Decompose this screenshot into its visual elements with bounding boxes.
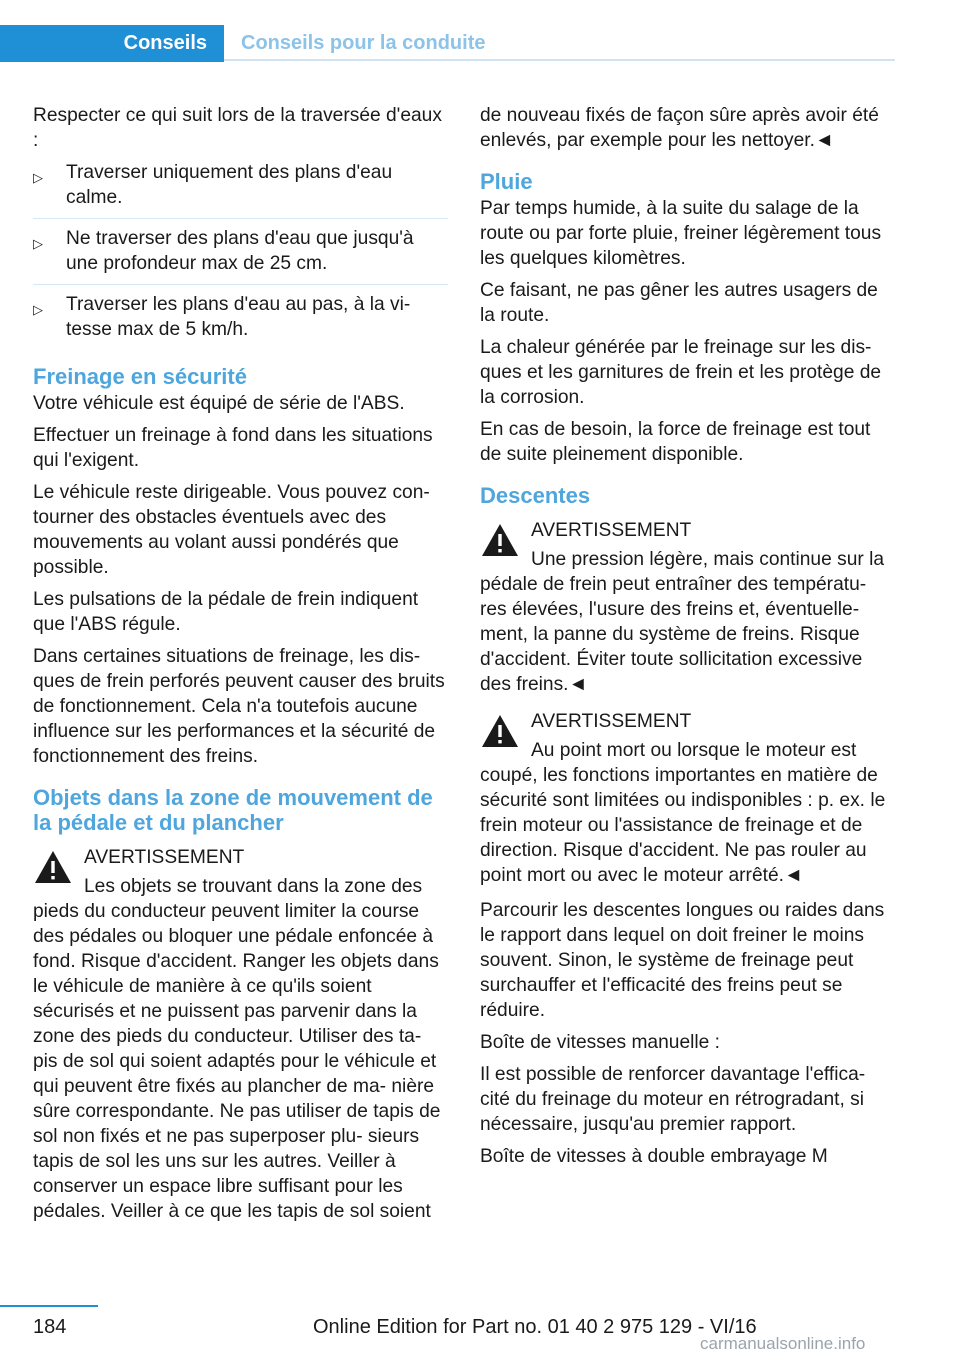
paragraph: Boîte de vitesses manuelle : bbox=[480, 1032, 720, 1053]
header-rule bbox=[224, 59, 895, 61]
section-tab bbox=[0, 25, 224, 62]
warning-text: Au point mort ou lorsque le moteur est coupé, les fonctions importantes en matière de sécurité sont limitées ou indisponibles : p. ex. le frein moteur ou l'assistance de freinage et de direction. Risque d'accident. Ne pas rouler au point mort ou avec le moteur arrêté.◄ bbox=[480, 740, 886, 886]
paragraph: de nouveau fixés de façon sûre après avoir été enlevés, par exemple pour les nettoyer.◄ bbox=[480, 105, 879, 151]
warning-block bbox=[480, 516, 895, 697]
list-item-text: Traverser uniquement des plans d'eau calme. bbox=[66, 162, 393, 208]
left-column bbox=[33, 103, 448, 1234]
heading-descentes: Descentes bbox=[480, 483, 591, 508]
chapter-tab-label: Conseils pour la conduite bbox=[241, 32, 486, 54]
warning-title: AVERTISSEMENT bbox=[531, 711, 692, 732]
page-header bbox=[0, 25, 895, 62]
paragraph: La chaleur générée par le freinage sur les dis‐ ques et les garnitures de frein et les protège de la corrosion. bbox=[480, 337, 882, 408]
paragraph: Le véhicule reste dirigeable. Vous pouvez con‐ tourner des obstacles éventuels avec des mouvements au volant aussi pondérés que possible. bbox=[33, 482, 430, 578]
paragraph: Effectuer un freinage à fond dans les situations qui l'exigent. bbox=[33, 425, 433, 471]
warning-block bbox=[480, 707, 895, 888]
paragraph: Boîte de vitesses à double embrayage M bbox=[480, 1146, 828, 1167]
chapter-tab bbox=[224, 25, 485, 62]
edition-text: Online Edition for Part no. 01 40 2 975 129 - VI/16 bbox=[313, 1316, 757, 1338]
right-column bbox=[480, 103, 895, 1176]
section-tab-label: Conseils bbox=[123, 32, 207, 54]
warning-title: AVERTISSEMENT bbox=[84, 847, 245, 868]
heading-pluie: Pluie bbox=[480, 169, 533, 194]
paragraph: Par temps humide, à la suite du salage de la route ou par forte pluie, freiner légèrement tous les quelques kilomètres. bbox=[480, 198, 882, 269]
warning-triangle-icon bbox=[480, 713, 520, 749]
warning-title: AVERTISSEMENT bbox=[531, 520, 692, 541]
list-item bbox=[33, 226, 448, 285]
water-crossing-intro: Respecter ce qui suit lors de la traversée d'eaux : bbox=[33, 105, 442, 151]
triangle-right-icon: ▷ bbox=[33, 302, 43, 317]
paragraph: Votre véhicule est équipé de série de l'ABS. bbox=[33, 393, 405, 414]
warning-triangle-icon bbox=[480, 522, 520, 558]
water-crossing-list bbox=[33, 160, 448, 350]
paragraph: En cas de besoin, la force de freinage est tout de suite pleinement disponible. bbox=[480, 419, 871, 465]
watermark: carmanualsonline.info bbox=[700, 1334, 866, 1353]
paragraph: Ce faisant, ne pas gêner les autres usagers de la route. bbox=[480, 280, 878, 326]
triangle-right-icon: ▷ bbox=[33, 170, 43, 185]
warning-triangle-icon bbox=[33, 849, 73, 885]
paragraph: Dans certaines situations de freinage, les dis‐ ques de frein perforés peuvent causer des bruits de fonctionnement. Cela n'a toutefois aucune influence sur les performances et la sécurité de fonctionnement des freins. bbox=[33, 646, 445, 767]
footer-rule bbox=[0, 1305, 98, 1307]
list-item bbox=[33, 292, 448, 350]
list-item-text: Traverser les plans d'eau au pas, à la vi‐ tesse max de 5 km/h. bbox=[66, 294, 411, 340]
list-item bbox=[33, 160, 448, 219]
heading-objets: Objets dans la zone de mouvement de la pédale et du plancher bbox=[33, 785, 433, 835]
heading-freinage: Freinage en sécurité bbox=[33, 364, 247, 389]
list-item-text: Ne traverser des plans d'eau que jusqu'à une profondeur max de 25 cm. bbox=[66, 228, 414, 274]
paragraph: Les pulsations de la pédale de frein indiquent que l'ABS régule. bbox=[33, 589, 419, 635]
paragraph: Parcourir les descentes longues ou raides dans le rapport dans lequel on doit freiner le moins souvent. Sinon, le système de freinage peut surchauffer et l'efficacité des freins peut se réduire. bbox=[480, 900, 885, 1021]
triangle-right-icon: ▷ bbox=[33, 236, 43, 251]
warning-block bbox=[33, 843, 448, 1224]
warning-text: Les objets se trouvant dans la zone des pieds du conducteur peuvent limiter la course des pédales ou bloquer une pédale enfoncée à fond. Risque d'accident. Ranger les objets dans le véhicule de manière à ce qu'ils soient sécurisés et ne puissent pas parvenir dans la zone des pieds du conducteur. Utiliser des ta‐ pis de sol qui soient adaptés pour le véhicule et qui peuvent être fixés au plancher de ma‐ nière sûre correspondante. Ne pas utiliser de tapis de sol non fixés et ne pas superposer plu‐ sieurs tapis de sol les uns sur les autres. Veiller à conserver un espace libre suffisant pour les pédales. Veiller à ce que les tapis de sol soient bbox=[33, 876, 441, 1222]
page-number: 184 bbox=[33, 1316, 67, 1338]
warning-text: Une pression légère, mais continue sur la pédale de frein peut entraîner des températu‐ res élevées, l'usure des freins et, éventuelle‐ ment, la panne du système de freins. Risque d'accident. Éviter toute sollicitation excessive des freins.◄ bbox=[480, 549, 885, 695]
paragraph: Il est possible de renforcer davantage l'effica‐ cité du freinage du moteur en rétrogradant, si nécessaire, jusqu'au premier rapport. bbox=[480, 1064, 866, 1135]
